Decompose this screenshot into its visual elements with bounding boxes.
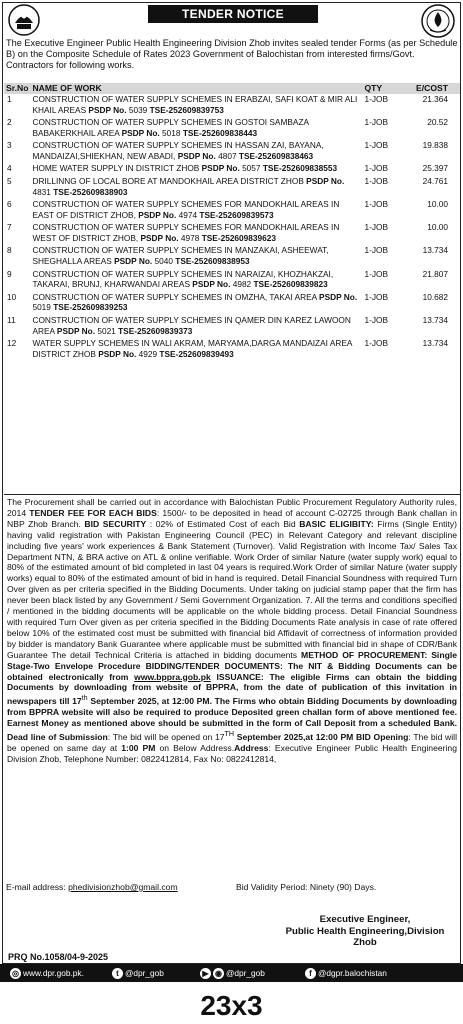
- bid-opening-label: September 2025,at 12:00 PM BID Opening: [234, 731, 409, 742]
- row-serial: 4: [7, 163, 12, 174]
- signature-block: [272, 904, 458, 952]
- row-cost: 24.761: [422, 175, 448, 186]
- bid-security-label: BID SECURITY: [84, 518, 147, 529]
- footer-social-bar: [0, 964, 463, 982]
- ad-size-label: 23x3: [200, 990, 263, 1021]
- table-row: [4, 245, 460, 268]
- signatory-location: Zhob: [353, 937, 377, 948]
- tender-terms: [4, 494, 460, 764]
- work-description: HOME WATER SUPPLY IN DISTRICT ZHOB: [32, 163, 202, 174]
- globe-icon: ◎: [10, 968, 21, 979]
- col-sr-header: Sr.No: [6, 83, 29, 93]
- row-qty: 1-JOB: [364, 198, 388, 209]
- row-serial: 7: [7, 222, 12, 233]
- psdp-label: PSDP No.: [138, 209, 177, 220]
- psdp-label: PSDP No.: [98, 348, 137, 359]
- ordinal-suffix: TH: [224, 729, 235, 738]
- footer-website[interactable]: [10, 964, 84, 982]
- tse-number: TSE-252609839623: [201, 232, 276, 243]
- row-qty: 1-JOB: [364, 314, 388, 325]
- row-work-name: [30, 117, 362, 140]
- table-row: [4, 140, 460, 163]
- tse-number: TSE-252609838443: [182, 127, 258, 138]
- row-cost: 19.838: [422, 140, 448, 151]
- procurement-method: METHOD OF PROCUREMENT: Single Stage-Two Envelope Procedure BIDDING/TENDER DOCUMENTS: The NIT & Bidding Documents can be obtained electronically from: [7, 649, 457, 682]
- psdp-label: PSDP No.: [319, 291, 358, 302]
- work-description: CONSTRUCTION OF WATER SUPPLY SCHEMES IN QAMER DIN KAREZ LAWOON AREA: [32, 314, 351, 336]
- row-cost: 10.00: [427, 198, 448, 209]
- footer-youtube[interactable]: [200, 964, 265, 982]
- bppra-link[interactable]: www.bppra.gob.pk: [134, 671, 211, 682]
- row-serial: 3: [7, 140, 12, 151]
- row-qty: 1-JOB: [364, 116, 388, 127]
- row-serial: 9: [7, 268, 12, 279]
- psdp-number: 5019: [32, 302, 54, 313]
- row-serial: 12: [7, 338, 17, 349]
- row-work-name: [30, 94, 362, 117]
- signatory-title: Executive Engineer,: [319, 914, 411, 925]
- footer-facebook[interactable]: [305, 964, 387, 982]
- eligibility-label: BASIC ELIGIBITY:: [299, 518, 374, 529]
- row-cost: 21.364: [422, 93, 448, 104]
- row-qty: 1-JOB: [364, 140, 388, 151]
- terms-text: : 1500/- to be deposited in head of account C-02725 through Bank challan in NBP Zhob Branch.: [7, 507, 457, 529]
- twitter-icon: t: [112, 968, 123, 979]
- tse-number: TSE-252609838553: [262, 163, 338, 174]
- works-table: [4, 83, 460, 361]
- work-description: DRILLINNG OF LOCAL BORE AT MANDOKHAIL AREA DISTRICT ZHOB: [32, 175, 307, 186]
- row-qty: 1-JOB: [364, 163, 388, 174]
- work-description: CONSTRUCTION OF WATER SUPPLY SCHEMES IN NARAIZAI, KHOZHAKZAI, TAKARAI, BRUNJ, KHARWANDAI AREAS: [32, 268, 334, 290]
- row-serial: 10: [7, 291, 17, 302]
- col-cost-header: E/COST: [416, 83, 448, 93]
- balochistan-emblem-icon: [7, 3, 41, 37]
- psdp-number: 4929: [136, 348, 158, 359]
- ordinal-suffix: th: [81, 694, 88, 703]
- table-row: [4, 292, 460, 315]
- row-cost: 13.734: [422, 338, 448, 349]
- table-row: [4, 338, 460, 361]
- row-work-name: [30, 292, 362, 315]
- row-work-name: [30, 269, 362, 292]
- terms-text: on Below Address.: [155, 742, 235, 753]
- work-description: CONSTRUCTION OF WATER SUPPLY SCHEMES IN GOSTOI SAMBAZA BABAKERKHAIL AREA: [32, 116, 309, 138]
- youtube-icon: ▶: [200, 968, 211, 979]
- psdp-number: 5018: [159, 127, 183, 138]
- psdp-label: PSDP No.: [88, 104, 127, 115]
- address-text: : Executive Engineer Public Health Engineering Division Zhob, Telephone Number: 0822412814, Fax No: 0822412814,: [7, 742, 457, 764]
- psdp-number: 5040: [152, 256, 176, 267]
- phe-department-logo-icon: [420, 3, 456, 39]
- work-description: CONSTRUCTION OF WATER SUPPLY SCHEMES IN OMZHA, TAKAI AREA: [32, 291, 320, 302]
- row-work-name: [30, 245, 362, 268]
- facebook-icon: f: [305, 968, 316, 979]
- tse-number: TSE-252609839823: [253, 279, 328, 290]
- instagram-icon: ◉: [213, 968, 224, 979]
- issuance-text: ISSUANCE: The eligible Firms can obtain the bidding Documents by downloading from website of BPPRA, from the date of publication of this invitation in newspapers till 17: [7, 671, 457, 707]
- website-text: www.dpr.gob.pk.: [23, 968, 84, 978]
- psdp-label: PSDP No.: [114, 256, 153, 267]
- submission-text: September 2025, at 12:00 PM. The Firms who obtain Bidding Documents by downloading from BPPRA website will also be required to produce Deposited green challan form of above mentioned fee. Earnest Money as mentioned above should be submitted in the form of Call Deposit from a scheduled Bank. Dead line of Submission: [7, 696, 457, 742]
- row-work-name: [30, 315, 362, 338]
- row-qty: 1-JOB: [364, 175, 388, 186]
- bid-validity: Bid Validity Period: Ninety (90) Days.: [236, 882, 377, 892]
- psdp-number: 4807: [215, 150, 237, 161]
- psdp-number: 5057: [239, 163, 261, 174]
- work-description: CONSTRUCTION OF WATER SUPPLY SCHEMES FOR MANDOKHAIL AREAS IN EAST OF DISTRICT ZHOB,: [32, 198, 340, 220]
- facebook-handle: @dgpr.balochistan: [318, 968, 387, 978]
- row-work-name: [30, 222, 362, 245]
- terms-text: : The bid will be opened on 17: [107, 731, 225, 742]
- row-serial: 6: [7, 198, 12, 209]
- terms-text: : The bid will be opened on same day at: [7, 731, 457, 753]
- terms-text: Firms (Single Entity) having valid registration with Pakistan Engineering Council (PEC) in Relevant Category and relevant discipline including five years' work experiences & Bank Statement (Turnover). Valid Registration with Income Tax/ Sales Tax Department NTN, & BRA active on ATL & online verifiable. Work Order of similar Nature (water supply work) equal to 80% of the estimated amount of bid completed in last 04 years is required.Work Order of similar Nature (water supply works) equal to 80% of the estimated amount of bid in hand is required. Detail Financial Soundness with required Turn Over given as per criteria specified in the Bidding Documents. Under taking on judicial stamp paper that the firm has never been black listed by any Government / Semi Government Organization. 7. All the terms and conditions specified / mentioned in the bidding documents will be applicable on the whole bidding process. Detail Financial Soundness with required Turn Over given as per criteria specified in the Bidding Documents Rate analysis in case of rate offered below 10% of the estimated cost must be submitted with financial bid Affidavit of correctness of information provided by bidder is mandatory Bank Guarantee where applicable must be submitted with financial bid in shape of CDR/Bank Guarantee The detail Technical Criteria is attached in bidding documents: [7, 518, 458, 660]
- row-cost: 13.734: [422, 314, 448, 325]
- table-row: [4, 315, 460, 338]
- row-serial: 1: [7, 93, 12, 104]
- row-cost: 10.682: [422, 291, 448, 302]
- work-description: CONSTRUCTION OF WATER SUPPLY SCHEMES IN ERABZAI, SAFI KOAT & MIR ALI KHAIL AREAS: [32, 93, 358, 115]
- footer-twitter[interactable]: [112, 964, 164, 982]
- table-row: [4, 199, 460, 222]
- row-qty: 1-JOB: [364, 222, 388, 233]
- work-description: CONSTRUCTION OF WATER SUPPLY SCHEMES IN HASSAN ZAI, BAYANA, MANDAIZAI,SHIEKHAN, NEW ABADI,: [32, 140, 324, 161]
- col-name-header: NAME OF WORK: [32, 83, 102, 93]
- psdp-number: 5021: [95, 325, 119, 336]
- row-cost: 21.807: [422, 268, 448, 279]
- work-description: WATER SUPPLY SCHEMES IN WALI AKRAM, MARYAMA,DARGA MANDAIZAI AREA DISTRICT ZHOB: [32, 338, 352, 359]
- signatory-department: Public Health Engineering,Division: [285, 925, 445, 937]
- contact-line: [6, 882, 456, 893]
- prq-number: PRQ No.1058/04-9-2025: [8, 952, 109, 962]
- psdp-label: PSDP No.: [140, 232, 179, 243]
- tse-number: TSE-252609839373: [118, 325, 193, 336]
- tse-number: TSE-252609839753: [149, 104, 224, 115]
- terms-text: The Procurement shall be carried out in accordance with Balochistan Public Procurement Regulatory Authority rules, 2014: [7, 497, 457, 518]
- row-cost: 20.52: [427, 116, 448, 127]
- col-qty-header: QTY: [364, 83, 383, 93]
- table-row: [4, 94, 460, 117]
- table-row: [4, 269, 460, 292]
- psdp-label: PSDP No.: [201, 163, 240, 174]
- tender-fee-label: TENDER FEE FOR EACH BIDS: [29, 507, 157, 518]
- opening-time: 1:00 PM: [121, 742, 156, 753]
- psdp-label: PSDP No.: [306, 175, 345, 186]
- twitter-handle: @dpr_gob: [125, 968, 164, 978]
- notice-title: TENDER NOTICE: [148, 5, 318, 23]
- terms-text: : 02% of Estimated Cost of each Bid: [146, 518, 300, 529]
- table-row: [4, 163, 460, 175]
- row-qty: 1-JOB: [364, 291, 388, 302]
- tse-number: TSE-252609839573: [199, 209, 274, 220]
- row-serial: 11: [7, 314, 16, 325]
- psdp-number: 4974: [176, 209, 200, 220]
- notice-header: [3, 3, 460, 39]
- psdp-number: 4978: [178, 232, 200, 243]
- psdp-label: PSDP No.: [192, 279, 231, 290]
- works-table-header: [4, 83, 460, 94]
- tse-number: TSE-252609838463: [238, 150, 314, 161]
- psdp-number: 4831: [32, 186, 54, 197]
- psdp-number: 4982: [230, 279, 252, 290]
- row-qty: 1-JOB: [364, 93, 388, 104]
- email-label: E-mail address:: [6, 882, 69, 892]
- psdp-label: PSDP No.: [121, 127, 160, 138]
- email-link[interactable]: phedivisionzhob@gmail.com: [68, 882, 178, 892]
- intro-paragraph: The Executive Engineer Public Health Engineering Division Zhob invites sealed tender Forms (as per Schedule B) on the Composite Schedule of Rates 2023 Government of Balochistan from interested firms/Govt. Contractors for following works.: [6, 38, 458, 70]
- row-qty: 1-JOB: [364, 245, 388, 256]
- row-work-name: [30, 140, 362, 163]
- youtube-handle: @dpr_gob: [226, 968, 265, 978]
- row-work-name: [30, 199, 362, 222]
- row-serial: 5: [7, 175, 12, 186]
- row-serial: 8: [7, 245, 12, 256]
- row-qty: 1-JOB: [364, 268, 388, 279]
- work-description: CONSTRUCTION OF WATER SUPPLY SCHEMES IN MANZAKAI, ASHEEWAT, SHEGHALLA AREAS: [32, 245, 329, 267]
- psdp-number: 5039: [126, 104, 148, 115]
- psdp-label: PSDP No.: [177, 150, 216, 161]
- row-work-name: [30, 176, 362, 199]
- table-row: [4, 117, 460, 140]
- row-work-name: [30, 338, 362, 361]
- tse-number: TSE-252609839493: [159, 348, 234, 359]
- row-cost: 10.00: [427, 222, 448, 233]
- tse-number: TSE-252609838953: [175, 256, 250, 267]
- row-work-name: [30, 163, 362, 175]
- row-cost: 13.734: [422, 245, 448, 256]
- row-cost: 25.397: [422, 163, 448, 174]
- row-qty: 1-JOB: [364, 338, 388, 349]
- table-row: [4, 222, 460, 245]
- row-serial: 2: [7, 116, 12, 127]
- address-label: Address: [234, 742, 269, 753]
- tse-number: TSE-252609838903: [53, 186, 128, 197]
- tse-number: TSE-252609839253: [53, 302, 128, 313]
- psdp-label: PSDP No.: [56, 325, 96, 336]
- table-row: [4, 176, 460, 199]
- work-description: CONSTRUCTION OF WATER SUPPLY SCHEMES FOR MANDOKHAIL AREAS IN WEST OF DISTRICT ZHOB,: [32, 222, 340, 243]
